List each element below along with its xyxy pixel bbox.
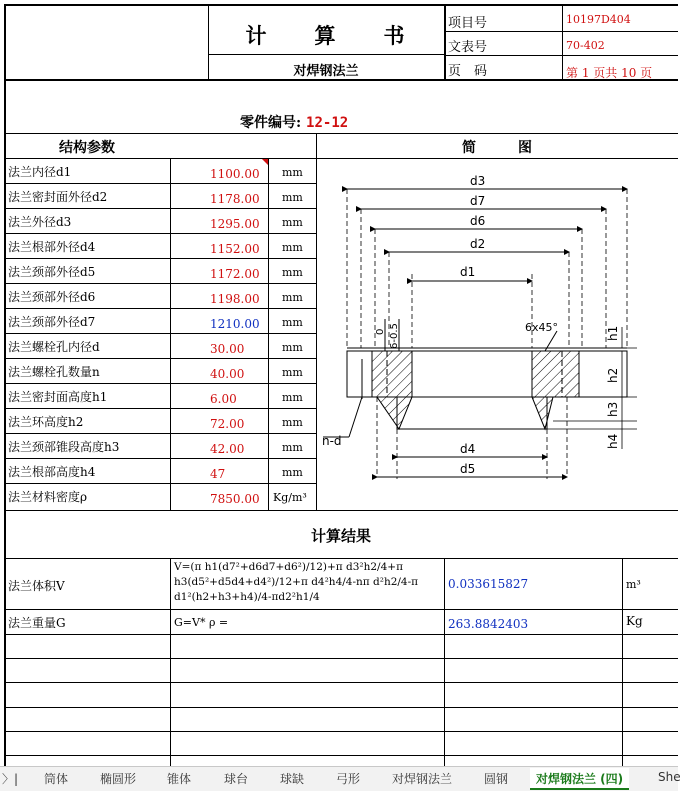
doc-subtitle: 对焊钢法兰 [293, 64, 359, 79]
param-label: 法兰螺栓孔数量n [8, 365, 100, 379]
label-h1: h1 [606, 325, 620, 341]
tab-sphere-segment[interactable]: 球台 [224, 772, 249, 786]
param-value[interactable]: 1198.00 [210, 292, 260, 306]
param-label: 法兰颈部外径d7 [8, 315, 96, 329]
volume-formula-line: h3(d5²+d5d4+d4²)/12+π d4²h4/4-nπ d²h2/4-π [174, 576, 419, 588]
params-title: 结构参数 [59, 140, 115, 156]
label-chamfer: 6x45° [525, 321, 559, 334]
param-unit: mm [282, 241, 303, 254]
page-label: 页 码 [448, 64, 488, 79]
tab-more[interactable]: She [658, 770, 681, 784]
param-value[interactable]: 1210.00 [210, 317, 260, 331]
project-number-value: 10197D404 [566, 13, 631, 26]
param-value[interactable]: 1100.00 [210, 167, 260, 181]
param-unit: mm [282, 441, 303, 454]
label-h4: h4 [606, 433, 620, 449]
volume-formula [174, 560, 419, 603]
label-d2: d2 [470, 237, 486, 251]
param-value[interactable]: 1152.00 [210, 242, 260, 256]
param-value[interactable]: 47 [210, 467, 226, 481]
param-label: 法兰密封面外径d2 [8, 190, 108, 204]
param-label: 法兰颈部外径d6 [8, 290, 96, 304]
sheet-tab-bar [0, 766, 681, 791]
tab-weld-flange-4[interactable]: 对焊钢法兰 (四) [530, 768, 629, 790]
param-unit: mm [282, 291, 303, 304]
tab-cylinder[interactable]: 筒体 [44, 772, 69, 786]
param-label: 法兰材料密度ρ [8, 490, 88, 504]
weight-formula: G=V* ρ = [174, 616, 229, 629]
volume-formula-line: d1²(h2+h3+h4)/4-πd2²h1/4 [174, 591, 320, 603]
label-gap1: 6-0.5 [389, 323, 400, 349]
param-unit: Kg/m³ [273, 491, 307, 504]
volume-formula-line: V=(π h1(d7²+d6d7+d6²)/12)+π d3²h2/4+π [174, 561, 403, 573]
project-number-label: 项目号 [448, 16, 488, 31]
volume-unit: m³ [626, 578, 641, 591]
tab-scroll-arrow[interactable]: 〉| [2, 772, 19, 786]
part-number-label: 零件编号: [240, 115, 302, 131]
param-label: 法兰根部高度h4 [8, 465, 96, 479]
doc-number-value: 70-402 [566, 39, 605, 52]
param-value[interactable]: 72.00 [210, 417, 245, 431]
right-section-hatch [532, 351, 579, 429]
tab-weld-flange[interactable]: 对焊钢法兰 [392, 772, 453, 786]
doc-title: 计 算 书 [245, 23, 407, 48]
tab-round-bar[interactable]: 圆钢 [484, 772, 509, 786]
param-label: 法兰螺栓孔内径d [8, 340, 100, 354]
sketch-title: 简 图 [462, 140, 532, 156]
param-value[interactable]: 7850.00 [210, 492, 260, 506]
param-unit: mm [282, 166, 303, 179]
page-value: 第 1 页共 10 页 [566, 66, 653, 80]
part-number-value: 12-12 [306, 115, 349, 131]
label-d7: d7 [470, 194, 486, 208]
doc-number-label: 文表号 [448, 40, 488, 55]
volume-label: 法兰体积V [8, 579, 65, 593]
param-unit: mm [282, 191, 303, 204]
left-section-hatch [372, 351, 412, 429]
label-gap0: 0 [375, 328, 386, 335]
comment-marker [262, 159, 268, 165]
param-unit: mm [282, 341, 303, 354]
param-label: 法兰外径d3 [8, 215, 72, 229]
param-label: 法兰颈部外径d5 [8, 265, 96, 279]
param-unit: mm [282, 316, 303, 329]
label-d4: d4 [460, 442, 476, 456]
param-unit: mm [282, 366, 303, 379]
param-label: 法兰颈部锥段高度h3 [8, 440, 120, 454]
label-d1: d1 [460, 265, 476, 279]
weight-unit: Kg [626, 614, 643, 628]
param-value[interactable]: 1172.00 [210, 267, 260, 281]
label-d5: d5 [460, 462, 476, 476]
param-unit: mm [282, 266, 303, 279]
param-value[interactable]: 30.00 [210, 342, 245, 356]
param-unit: mm [282, 216, 303, 229]
param-value[interactable]: 1295.00 [210, 217, 260, 231]
tab-ellipse[interactable]: 椭圆形 [100, 772, 137, 786]
label-h3: h3 [606, 401, 620, 417]
tab-sphere-cap[interactable]: 球缺 [280, 772, 305, 786]
tab-cone[interactable]: 锥体 [167, 772, 192, 786]
flange-sketch [317, 159, 678, 509]
weight-label: 法兰重量G [8, 616, 66, 630]
label-nd: n-d [322, 434, 342, 448]
label-d3: d3 [470, 174, 486, 188]
label-d6: d6 [470, 214, 486, 228]
results-title: 计算结果 [310, 527, 371, 545]
param-value[interactable]: 1178.00 [210, 192, 260, 206]
tab-arc[interactable]: 弓形 [336, 772, 361, 786]
volume-value: 0.033615827 [448, 577, 529, 591]
param-label: 法兰根部外径d4 [8, 240, 96, 254]
param-label: 法兰环高度h2 [8, 415, 84, 429]
label-h2: h2 [606, 367, 620, 383]
param-label: 法兰内径d1 [8, 165, 72, 179]
weight-value: 263.8842403 [448, 617, 529, 631]
param-value[interactable]: 40.00 [210, 367, 245, 381]
param-value[interactable]: 6.00 [210, 392, 237, 406]
param-value[interactable]: 42.00 [210, 442, 245, 456]
param-label: 法兰密封面高度h1 [8, 390, 108, 404]
param-unit: mm [282, 391, 303, 404]
part-number [240, 112, 348, 132]
param-unit: mm [282, 416, 303, 429]
param-unit: mm [282, 466, 303, 479]
